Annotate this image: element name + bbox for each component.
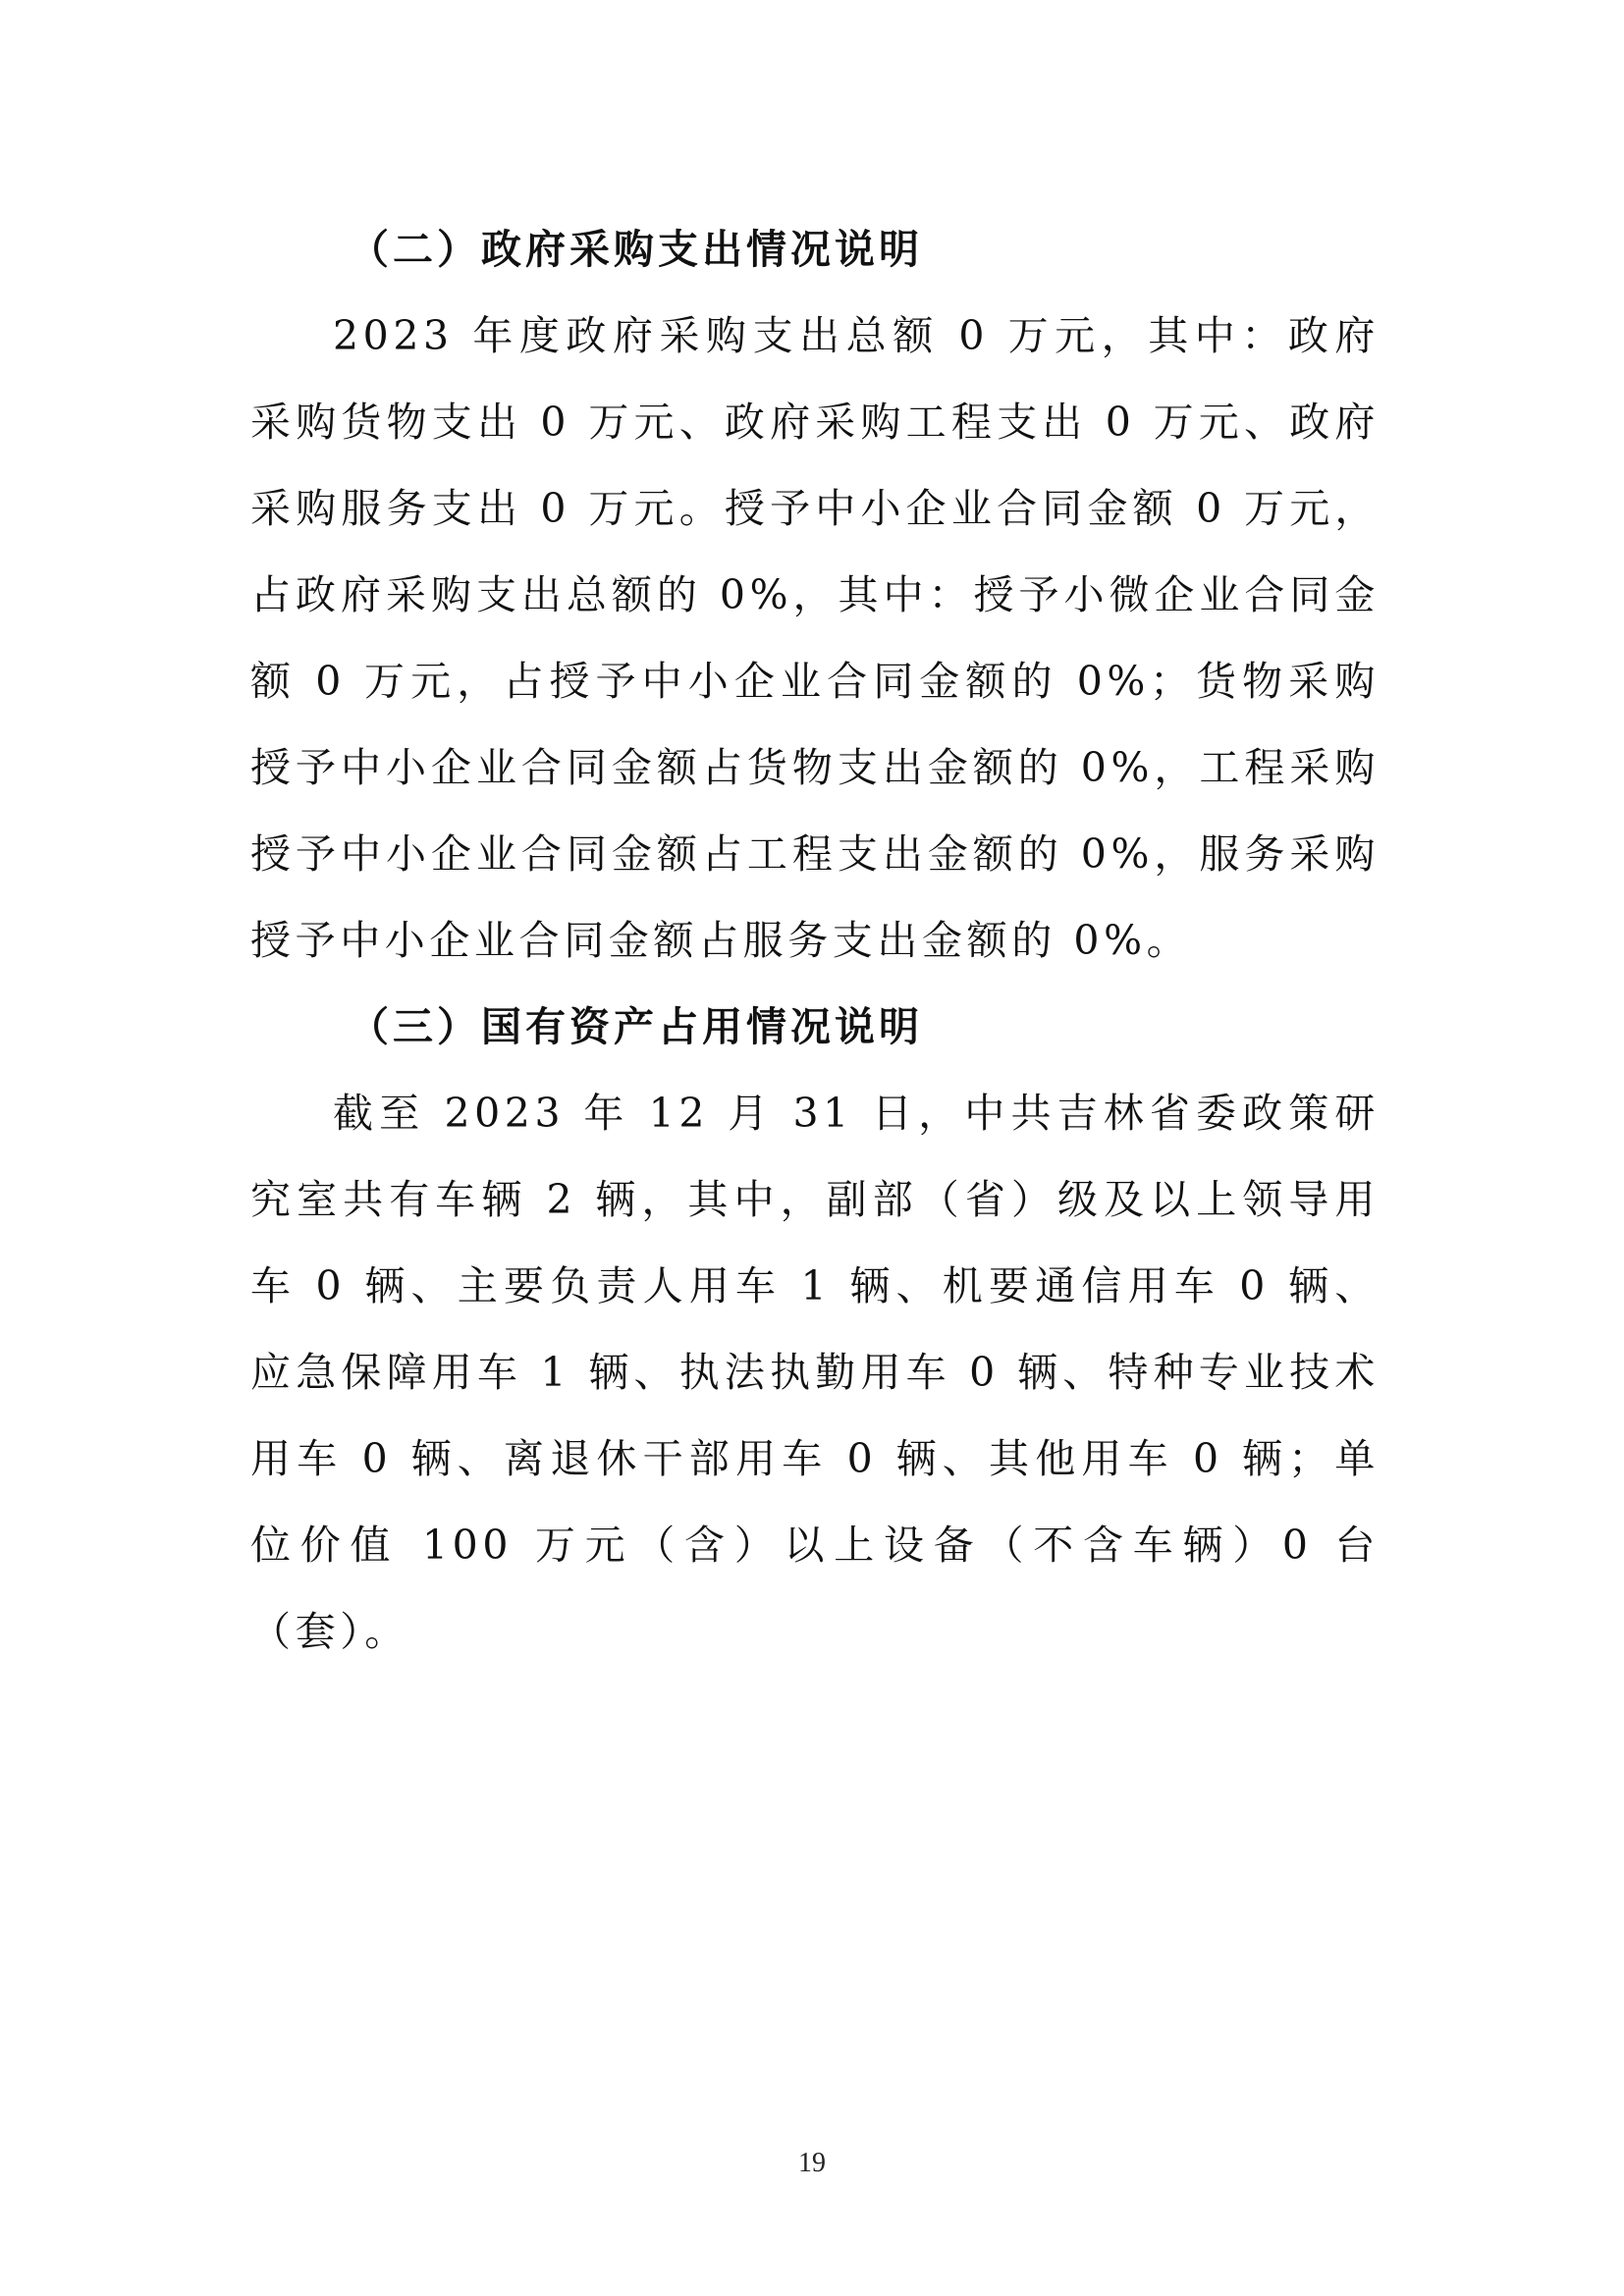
section-heading-procurement: （二）政府采购支出情况说明 bbox=[349, 226, 923, 273]
section-heading-state-assets: （三）国有资产占用情况说明 bbox=[349, 1003, 923, 1050]
paragraph-procurement: 2023 年度政府采购支出总额 0 万元，其中：政府采购货物支出 0 万元、政府采购工程支出 0 万元、政府采购服务支出 0 万元。授予中小企业合同金额 0 万元，占政府采购支出总额的 0%，其中：授予小微企业合同金额 0 万元，占授予中小企业合同金额的 0%；货物采购授予中小企业合同金额占货物支出金额的 0%，工程采购授予中小企业合同金额占工程支出金额的 0%，服务采购授予中小企业合同金额占服务支出金额的 0%。 bbox=[250, 312, 1380, 964]
page-number: 19 bbox=[798, 2148, 826, 2178]
document-body bbox=[250, 206, 1380, 1675]
paragraph-state-assets: 截至 2023 年 12 月 31 日，中共吉林省委政策研究室共有车辆 2 辆，其中，副部（省）级及以上领导用车 0 辆、主要负责人用车 1 辆、机要通信用车 0 辆、应急保障用车 1 辆、执法执勤用车 0 辆、特种专业技术用车 0 辆、离退休干部用车 0 辆、其他用车 0 辆；单位价值 100 万元（含）以上设备（不含车辆）0 台（套）。 bbox=[250, 1090, 1380, 1655]
